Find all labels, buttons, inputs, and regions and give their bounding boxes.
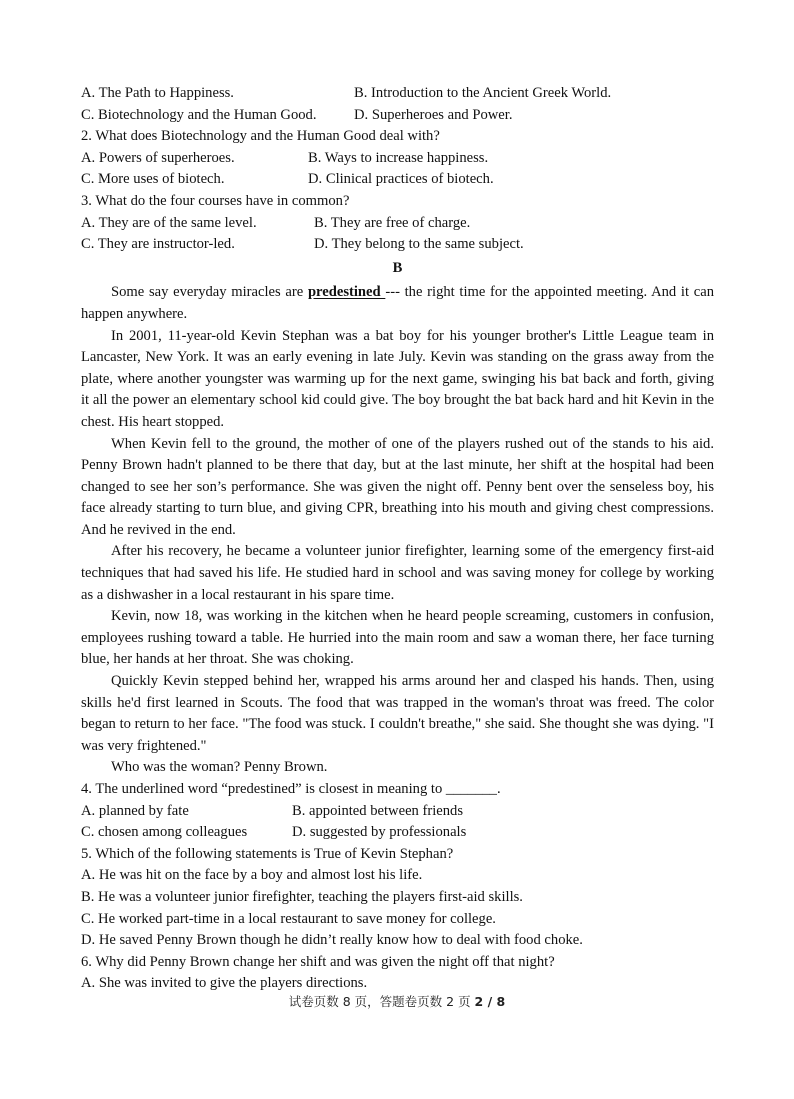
- q2-option-c: C. More uses of biotech.: [81, 171, 225, 188]
- page-number: 2 / 8: [474, 994, 506, 1009]
- passage-paragraph-5: Kevin, now 18, was working in the kitchen when he heard people screaming, customers in confusion, employees rushing toward a table. He hurried into the main room and saw a woman there, her face turning blue, her hands at her throat. She was choking.: [81, 608, 714, 668]
- q4-options-row-1: [81, 801, 714, 823]
- q5-option-d: D. He saved Penny Brown though he didn’t really know how to deal with food choke.: [81, 932, 583, 949]
- q5-option-a: A. He was hit on the face by a boy and almost lost his life.: [81, 867, 423, 884]
- q3-options-row-2: [81, 234, 714, 256]
- q4-option-a: A. planned by fate: [81, 802, 189, 819]
- q1-option-a: A. The Path to Happiness.: [81, 85, 234, 101]
- q4-option-c: C. chosen among colleagues: [81, 824, 248, 841]
- passage-paragraph-2: In 2001, 11-year-old Kevin Stephan was a bat boy for his younger brother's Little League team in Lancaster, New York. It was an early evening in late July. Kevin was standing on the grass away from the plate, where another youngster was warming up for the next game, swinging his bat back and forth, giving it all the power an elementary school kid could give. The boy brought the bat back hard and hit Kevin in the chest. His heart stopped.: [81, 327, 714, 430]
- passage-paragraph-4: After his recovery, he became a volunteer junior firefighter, learning some of the emergency first-aid techniques that had saved his life. He studied hard in school and was saving money for college by working as a dishwasher in a local restaurant in his spare time.: [81, 543, 714, 603]
- passage-paragraph-3: When Kevin fell to the ground, the mother of one of the players rushed out of the stands to his aid. Penny Brown hadn't planned to be there that day, but at the last minute, her shift at the hospital had been changed to see her son’s performance. She was given the night off. Penny bent over the senseless boy, his face already starting to turn blue, and giving CPR, breathing into his mouth and giving chest compressions. And he revived in the end.: [81, 435, 714, 538]
- q1-option-d: D. Superheroes and Power.: [354, 106, 513, 123]
- p1-after: --- the right time for the appointed meeting. And it can happen anywhere.: [81, 284, 714, 322]
- q5-stem: 5. Which of the following statements is True of Kevin Stephan?: [81, 845, 454, 862]
- q3-options-row-1: [81, 213, 714, 235]
- q4-option-d: D. suggested by professionals: [292, 824, 467, 841]
- q2-option-b: B. Ways to increase happiness.: [308, 149, 489, 166]
- q5-option-b: B. He was a volunteer junior firefighter, teaching the players first-aid skills.: [81, 888, 523, 905]
- p1-before: Some say everyday miracles are: [111, 284, 308, 301]
- page-footer: [0, 992, 794, 1010]
- passage-paragraph-6: Quickly Kevin stepped behind her, wrapped his arms around her and clasped his hands. Then, using skills he'd first learned in Scouts. The food that was trapped in the woman's throat was freed. The color began to return to her face. "The food was stuck. I couldn't breathe," she said. She thought she was dying. "I was very frightened.": [81, 673, 714, 754]
- q2-option-d: D. Clinical practices of biotech.: [308, 171, 494, 188]
- q3-option-d: D. They belong to the same subject.: [314, 236, 524, 253]
- underlined-word-predestined: predestined: [307, 284, 386, 301]
- footer-text: 试卷页数 8 页，答题卷页数 2 页: [288, 994, 475, 1009]
- exam-page: [81, 83, 714, 995]
- q1-option-c: C. Biotechnology and the Human Good.: [81, 106, 317, 123]
- q4-stem: 4. The underlined word “predestined” is closest in meaning to _______.: [81, 781, 501, 797]
- q1-options-row-1: [81, 83, 714, 105]
- q1-option-b: B. Introduction to the Ancient Greek World.: [354, 85, 612, 101]
- q2-option-a: A. Powers of superheroes.: [81, 149, 235, 166]
- q2-stem: 2. What does Biotechnology and the Human Good deal with?: [81, 128, 440, 145]
- q4-options-row-2: [81, 822, 714, 844]
- passage-paragraph-7: Who was the woman? Penny Brown.: [111, 759, 328, 776]
- passage-paragraph-1: [81, 282, 714, 325]
- q2-options-row-1: [81, 148, 714, 170]
- q3-option-b: B. They are free of charge.: [314, 214, 471, 231]
- q6-stem: 6. Why did Penny Brown change her shift and was given the night off that night?: [81, 953, 555, 970]
- q5-option-c: C. He worked part-time in a local restaurant to save money for college.: [81, 910, 496, 927]
- q1-options-row-2: [81, 105, 714, 127]
- q3-stem: 3. What do the four courses have in common?: [81, 192, 350, 209]
- q6-option-a: A. She was invited to give the players directions.: [81, 975, 368, 992]
- q2-options-row-2: [81, 169, 714, 191]
- q4-option-b: B. appointed between friends: [292, 802, 464, 819]
- q3-option-a: A. They are of the same level.: [81, 214, 257, 231]
- q3-option-c: C. They are instructor-led.: [81, 236, 235, 253]
- section-b-heading: B: [392, 259, 403, 276]
